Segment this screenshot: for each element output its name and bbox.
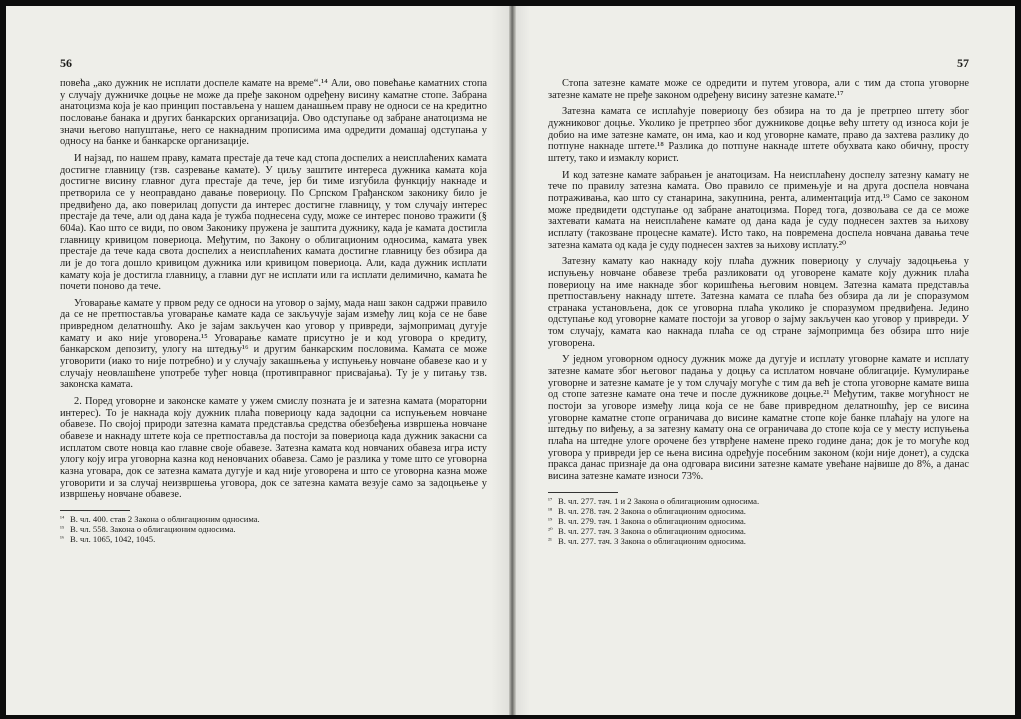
footnote-text: В. чл. 278. тач. 2 Закона о облигационим односима. [558, 505, 746, 516]
footnote-mark: ¹⁴ [60, 514, 65, 522]
footnote [548, 526, 969, 536]
paragraph: У једном уговорном односу дужник може да дугује и исплату уговорне камате и исплату затезне камате због његовог падања у доцњу са исплатом новчане облигације. Кумулирање уговорне и затезне камате је у том случају могуће с тим да већ је стопа уговорне камате виша од стопе затезне камате она тече и после дужникове доцње.²¹ Међутим, такве могућност не постоји за уговоре између лица која се не баве привредном делатношћу, јер се висина уговорне каматне стопе ограничава до висине каматне стопе које банке плаћају на улоге на штедњу по виђењу, а за затезну камату она се ограничава до стопе која се у месту испуњења плаћа на штедне улоге орочене без утврђене намене преко године дана; док је то могуће код уговора у привреди јер се њена висина одређује посебним законом (који није донет), а судска пракса данас признаје да она одговара висини затезне камате увећане највише до 8%, а данас висина затезне камате износи 73%. [548, 354, 969, 482]
footnote [60, 534, 487, 544]
footnote-rule [548, 492, 618, 493]
footnote-mark: ¹⁹ [548, 517, 553, 525]
paragraph: Затезна камата се исплаћује повериоцу без обзира на то да је претрпео штету због дужниковог доцње. Уколико је претрпео због дужникове доцње већу штету од износа који је добио на име затезне камате, он има, као и код уговорне камате, право да захтева разлику до потпуне накнаде штете.¹⁸ Разлика до потпуне накнаде штете обухвата како обичну, просту штету, тако и измаклу корист. [548, 106, 969, 164]
footnote [548, 506, 969, 516]
paragraph: Затезну камату као накнаду коју плаћа дужник повериоцу у случају задоцњења у испуњењу новчане обавезе треба разликовати од уговорене камате коју дужник плаћа повериоцу на име накнаде због коришћења његовим новцем. Затезна камата представља претпостављену накнаду штете. Затезна камата се плаћа без обзира да ли је споразумом странака установљена, док се уговорна плаћа уколико је споразумом предвиђена. Једино одступање код уговорне камате постоји за уговор о зајму закључен као уговор у привреди. У том случају, камата као накнада плаћа се од стране зајмопримца без обзира што није уговорена. [548, 256, 969, 349]
footnote-text: В. чл. 277. тач. 1 и 2 Закона о облигационим односима. [558, 495, 760, 506]
footnote-text: В. чл. 277. тач. 3 Закона о облигационим односима. [558, 536, 746, 547]
footnote [548, 516, 969, 526]
paragraph: И код затезне камате забрањен је анатоцизам. На неисплаћену доспелу затезну камату не тече по правилу затезна камата. Ово правило се примењује и на друга доспела новчана потраживања, као што су станарина, закупнина, рента, алиментација итд.¹⁹ Само се законом може предвидети одступање од забране анатоцизма. Поред тога, дозвољава се да се може захтевати камата на неисплаћене камате од дана када је суду поднесен захтев за њихову исплату (такозване процесне камате). Исто тако, на повремена доспела новчана давања тече затезна камата од када је суду поднесен захтев за њихову исплату.²⁰ [548, 169, 969, 251]
footnote-mark: ¹⁸ [548, 506, 553, 514]
footnote-mark: ¹⁷ [548, 496, 553, 504]
paragraph: Стопа затезне камате може се одредити и путем уговора, али с тим да стопа уговорне затезне камате не пређе законом одређену висину затезне камате.¹⁷ [548, 78, 969, 101]
footnote-text: В. чл. 1065, 1042, 1045. [70, 534, 156, 545]
footnote [60, 514, 487, 524]
book-gutter [509, 6, 516, 715]
footnote-text: В. чл. 400. став 2 Закона о облигационим односима. [70, 513, 260, 524]
footnote-mark: ¹⁵ [60, 525, 65, 533]
footnote-mark: ²⁰ [548, 527, 553, 535]
paragraph: 2. Поред уговорне и законске камате у ужем смислу позната је и затезна камата (мораторни интерес). То је накнада коју дужник плаћа повериоцу када задоцни са испуњењем новчане обавезе. По својој природи затезна камата представља средства обезбеђења извршења новчане обавезе и накнаду штете која се претпоставља да постоји за повериоца када дужник закасни са исплатом своте новца као главне своје обавезе. Затезна камата код новчаних обавеза игра исту улогу коју игра уговорна казна код неновчаних обавеза. Само је разлика у томе што се уговорна казна уговара, док се затезна камата дугује и кад није уговорена и што се уговорна казна може уговорити и за случај неизвршења уговора, док се затезна камата везује само за задоцњење у извршењу новчане обавезе. [60, 396, 487, 501]
page-number: 57 [957, 56, 969, 70]
footnote-mark: ¹⁶ [60, 535, 65, 543]
footnote-rule [60, 510, 130, 511]
right-page [516, 6, 1015, 715]
footnote [548, 536, 969, 546]
page-body [60, 78, 487, 501]
footnote [548, 496, 969, 506]
left-page [6, 6, 509, 715]
footnotes [548, 496, 969, 547]
page-body [548, 78, 969, 483]
paragraph: Уговарање камате у првом реду се односи на уговор о зајму, мада наш закон садржи правило да се не претпоставља уговарање камате када се закључује зајам између лиц која се не баве привредном делатношћу. Ако је зајам закључен као уговор у привреди, зајмопримац дугује камату и ако није уговорена.¹⁵ Уговарање камате присутно је и код уговора о кредиту, банкарском депозиту, улогу на штедњу¹⁶ и другим банкарским пословима. Камата се може уговорити (иако то није потребно) и у случају закашњења у испуњењу новчане обавезе као и у случају неовлашћене употребе туђег новца (противправног присвајања). Ту је у питању тзв. законска камата. [60, 297, 487, 391]
footnote-text: В. чл. 277. тач. 3 Закона о облигационим односима. [558, 526, 746, 537]
footnote-mark: ²¹ [548, 537, 552, 545]
paragraph: И најзад, по нашем праву, камата престаје да тече кад стопа доспелих а неисплаћених камата достигне главницу (тзв. сазревање камате). У циљу заштите интереса дужника камата која достигне висину главног дуга престаје да тече, јер би тиме изгубила функцију накнаде и претворила се у неоправдано давање повериоцу. По Српском Грађанском законику било је предвиђено да, ако поверилац допусти да интерес достигне главницу, у том случају интерес престаје да тече, али од дана када је тужба поднесена суду, може се интерес поново тражити (§ 604а). Као што се види, по овом Законику пружена је заштита дужнику, када је камата достигла главницу кривицом повериоца. Међутим, по Закону о облигационим односима, камата увек престаје да тече када свота доспелих а неисплаћених камата достигне главницу без обзира да ли је до тога дошло кривицом дужника или кривицом повериоца. Али, када дужник исплати камату која је достигла главницу, а главни дуг не исплати или га исплати делимично, камата ће почети поново да тече. [60, 152, 487, 293]
paragraph: повећа „ако дужник не исплати доспеле камате на време“.¹⁴ Али, ово повећање каматних стопа у случају дужничке доцње не може да пређе законом одређену висину каматне стопе. Забрана анатоцизма која је као принцип постављена у нашем данашњем праву не односи се на кредитно пословање банака и других банкарских организација. Ово одступање од забране анатоцизма не значи његово напуштање, него се накнадним прописима има одредити домашај одступања у односу на банке и банкарске организације. [60, 78, 487, 148]
footnote-text: В. чл. 558. Закона о облигационим односима. [70, 524, 236, 535]
footnote [60, 524, 487, 534]
footnotes [60, 514, 487, 545]
footnote-text: В. чл. 279. тач. 1 Закона о облигационим односима. [558, 516, 746, 527]
page-number: 56 [60, 56, 72, 70]
